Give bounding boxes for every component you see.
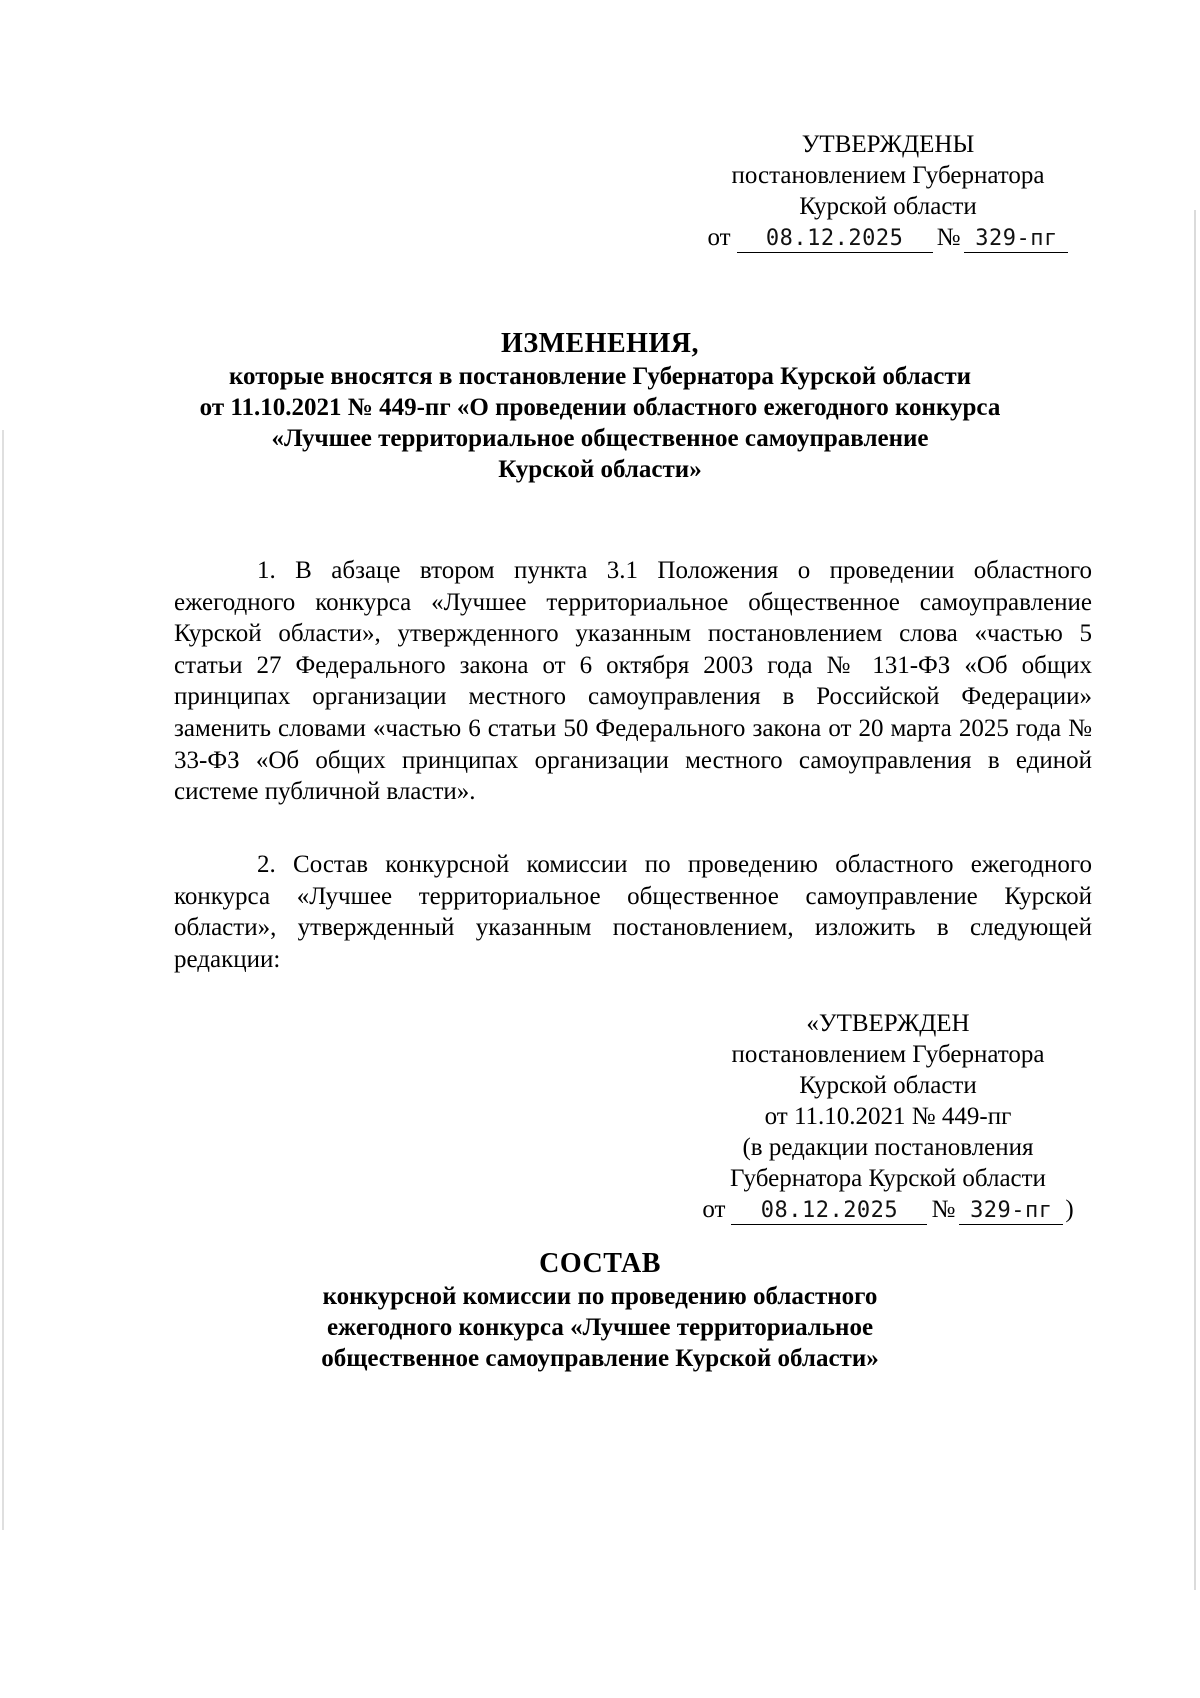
closing-parenthesis: ) [1065,1196,1074,1223]
number-field: 329-пг [959,1198,1063,1225]
changes-subtitle-line: которые вносятся в постановление Губернатора Курской области [228,363,972,390]
approval-line: постановлением Губернатора [731,162,1045,189]
paragraph-text: 2. Состав конкурсной комиссии по проведению областного ежегодного конкурса «Лучшее территориальное общественное самоуправление Курской области», утвержденный указанным постановлением, изложить в следующей редакции: [174,851,1092,973]
approval-heading: УТВЕРЖДЕНЫ [801,131,975,158]
changes-subtitle-line: Курской области» [498,456,702,483]
number-field: 329-пг [964,226,1068,253]
date-field: 08.12.2025 [737,226,933,253]
approval-line: (в редакции постановления [742,1134,1034,1161]
from-label: от [702,1196,726,1223]
approval-block-bottom [688,1008,1088,1225]
paragraph-1 [174,555,1092,808]
composition-title [110,1247,1090,1374]
scan-edge-right [1194,210,1196,1590]
number-label: № [936,224,961,251]
from-label: от [707,224,731,251]
registration-line [688,1194,1088,1225]
composition-heading: СОСТАВ [539,1248,661,1279]
composition-subtitle-line: общественное самоуправление Курской области» [321,1345,879,1372]
scan-edge-left [2,430,4,1530]
approval-line: Курской области [799,1072,977,1099]
composition-subtitle-line: конкурсной комиссии по проведению областного [322,1283,878,1310]
approval-block-top [688,129,1088,253]
approval-line: Губернатора Курской области [730,1165,1046,1192]
approval-line: от 11.10.2021 № 449-пг [764,1103,1012,1130]
approval-line: Курской области [799,193,977,220]
composition-subtitle-line: ежегодного конкурса «Лучшее территориальное [326,1314,874,1341]
paragraph-text: 1. В абзаце втором пункта 3.1 Положения о проведении областного ежегодного конкурса «Лучшее территориальное общественное самоуправление Курской области», утвержденного указанным постановлением слова «частью 5 статьи 27 Федерального закона от 6 октября 2003 года № 131-ФЗ «Об общих принципах организации местного самоуправления в Российской Федерации» заменить словами «частью 6 статьи 50 Федерального закона от 20 марта 2025 года № 33-ФЗ «Об общих принципах организации местного самоуправления в единой системе публичной власти». [174,557,1092,806]
number-label: № [931,1196,956,1223]
registration-line [688,222,1088,253]
date-field: 08.12.2025 [731,1198,927,1225]
paragraph-2 [174,849,1092,975]
changes-title [110,327,1090,485]
approval-line: постановлением Губернатора [731,1041,1045,1068]
changes-subtitle-line: «Лучшее территориальное общественное самоуправление [271,425,929,452]
approval-heading: «УТВЕРЖДЕН [806,1010,970,1037]
changes-subtitle-line: от 11.10.2021 № 449-пг «О проведении областного ежегодного конкурса [199,394,1001,421]
changes-heading: ИЗМЕНЕНИЯ, [501,328,699,359]
